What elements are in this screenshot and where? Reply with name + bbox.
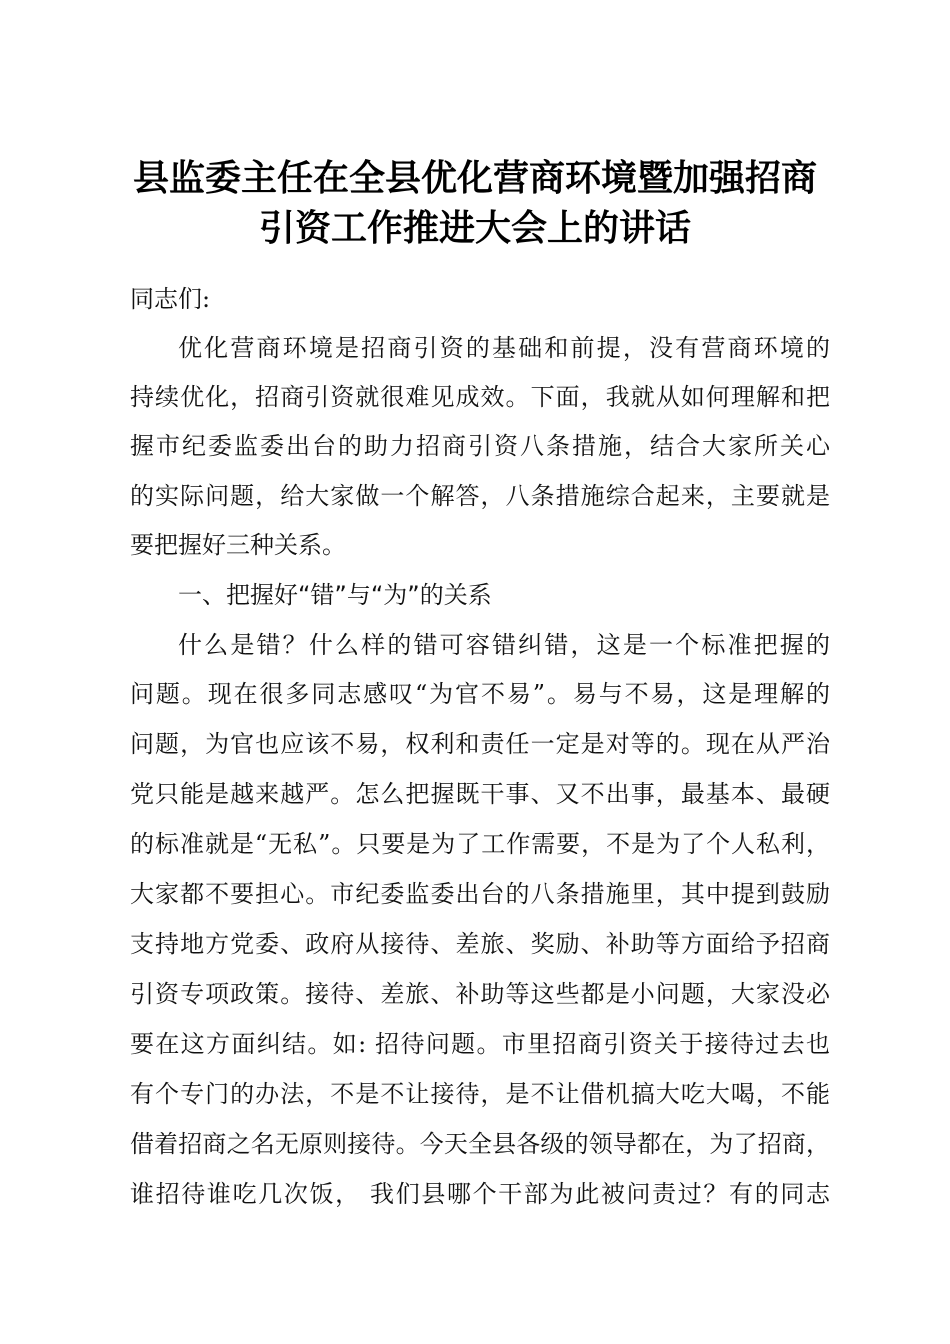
- paragraph-2-line-7: 支持地方党委、政府从接待、差旅、奖励、补助等方面给予招商: [130, 930, 830, 958]
- paragraph-1-line-5: 要把握好三种关系。: [130, 531, 346, 559]
- paragraph-2-line-4: 党只能是越来越严。怎么把握既干事、又不出事，最基本、最硬: [130, 780, 830, 808]
- paragraph-2-line-12: 谁招待谁吃几次饭， 我们县哪个干部为此被问责过？有的同志: [130, 1180, 830, 1208]
- document-title-line-2: 引资工作推进大会上的讲话: [258, 208, 691, 249]
- paragraph-2-line-9: 要在这方面纠结。如: 招待问题。市里招商引资关于接待过去也: [130, 1030, 830, 1058]
- section-heading-1: 一、把握好“错”与“为”的关系: [178, 581, 492, 609]
- paragraph-1-line-3: 握市纪委监委出台的助力招商引资八条措施，结合大家所关心: [130, 432, 830, 460]
- salutation: 同志们:: [130, 285, 211, 313]
- paragraph-2-line-10: 有个专门的办法，不是不让接待，是不让借机搞大吃大喝，不能: [130, 1080, 830, 1108]
- paragraph-2-line-11: 借着招商之名无原则接待。今天全县各级的领导都在，为了招商，: [130, 1130, 830, 1158]
- paragraph-2-line-3: 问题，为官也应该不易，权利和责任一定是对等的。现在从严治: [130, 730, 830, 758]
- paragraph-2-line-5: 的标准就是“无私”。只要是为了工作需要，不是为了个人私利，: [130, 830, 830, 858]
- paragraph-1-line-1: 优化营商环境是招商引资的基础和前提，没有营商环境的: [178, 334, 830, 362]
- paragraph-2-line-8: 引资专项政策。接待、差旅、补助等这些都是小问题，大家没必: [130, 980, 830, 1008]
- document-title-line-1: 县监委主任在全县优化营商环境暨加强招商: [132, 158, 817, 199]
- paragraph-2-line-6: 大家都不要担心。市纪委监委出台的八条措施里，其中提到鼓励: [130, 880, 830, 908]
- paragraph-1-line-4: 的实际问题，给大家做一个解答，八条措施综合起来，主要就是: [130, 482, 830, 510]
- paragraph-1-line-2: 持续优化，招商引资就很难见成效。下面，我就从如何理解和把: [130, 383, 830, 411]
- paragraph-2-line-1: 什么是错？什么样的错可容错纠错，这是一个标准把握的: [178, 631, 830, 659]
- paragraph-2-line-2: 问题。现在很多同志感叹“为官不易”。易与不易，这是理解的: [130, 680, 830, 708]
